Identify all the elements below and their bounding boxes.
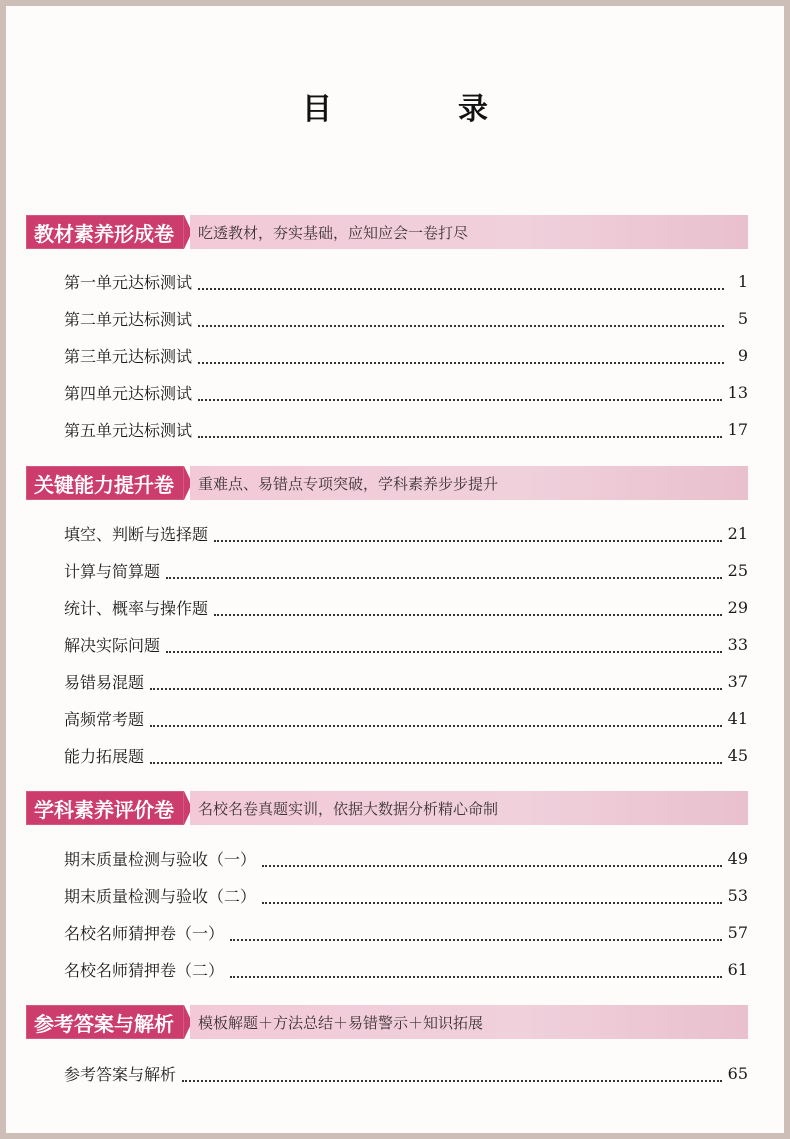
leader-dots: [198, 278, 724, 290]
toc-label: 高频常考题: [64, 709, 145, 729]
leader-dots: [230, 966, 722, 978]
toc-label: 第二单元达标测试: [64, 309, 193, 329]
toc-entry[interactable]: [64, 705, 748, 731]
toc-label: 填空、判断与选择题: [64, 524, 209, 544]
toc-entry[interactable]: [64, 342, 748, 368]
toc-label: 参考答案与解析: [64, 1064, 177, 1084]
toc-entry[interactable]: [64, 268, 748, 294]
page-number: 37: [727, 671, 748, 691]
page-number: 29: [727, 597, 748, 617]
leader-dots: [198, 352, 724, 364]
toc-entry[interactable]: [64, 631, 748, 657]
toc-entry[interactable]: [64, 520, 748, 546]
section-badge: 参考答案与解析: [26, 1005, 184, 1039]
toc-entry[interactable]: [64, 919, 748, 945]
section-header-answers: [26, 1005, 748, 1039]
toc-label: 易错易混题: [64, 672, 145, 692]
toc-label: 计算与简算题: [64, 561, 161, 581]
section-slogan: 名校名卷真题实训，依据大数据分析精心命制: [190, 791, 748, 825]
toc-entry[interactable]: [64, 594, 748, 620]
toc-label: 能力拓展题: [64, 746, 145, 766]
toc-label: 第四单元达标测试: [64, 383, 193, 403]
page-number: 65: [727, 1063, 748, 1083]
page-number: 5: [737, 308, 748, 328]
page-number: 45: [727, 745, 748, 765]
section-slogan: 模板解题＋方法总结＋易错警示＋知识拓展: [190, 1005, 748, 1039]
toc-entry[interactable]: [64, 305, 748, 331]
page-number: 41: [727, 708, 748, 728]
leader-dots: [150, 752, 722, 764]
page-number: 57: [727, 922, 748, 942]
leader-dots: [262, 855, 722, 867]
section-badge: 学科素养评价卷: [26, 791, 184, 825]
page-number: 53: [727, 885, 748, 905]
page-number: 17: [727, 419, 748, 439]
toc-entry[interactable]: [64, 668, 748, 694]
section-badge: 关键能力提升卷: [26, 466, 184, 500]
leader-dots: [214, 604, 722, 616]
toc-entry[interactable]: [64, 416, 748, 442]
leader-dots: [182, 1070, 722, 1082]
toc-entry[interactable]: [64, 379, 748, 405]
page-number: 61: [727, 959, 748, 979]
leader-dots: [230, 929, 722, 941]
toc-label: 期末质量检测与验收（二）: [64, 886, 257, 906]
toc-entry[interactable]: [64, 1060, 748, 1086]
section-badge: 教材素养形成卷: [26, 215, 184, 249]
toc-label: 期末质量检测与验收（一）: [64, 849, 257, 869]
toc-entry[interactable]: [64, 845, 748, 871]
toc-label: 名校名师猜押卷（一）: [64, 923, 225, 943]
page: [6, 6, 784, 1133]
page-number: 33: [727, 634, 748, 654]
leader-dots: [198, 389, 722, 401]
page-number: 13: [727, 382, 748, 402]
page-number: 9: [737, 345, 748, 365]
toc-entry[interactable]: [64, 557, 748, 583]
toc-label: 名校名师猜押卷（二）: [64, 960, 225, 980]
page-number: 1: [737, 271, 748, 291]
toc-entry[interactable]: [64, 882, 748, 908]
leader-dots: [166, 567, 722, 579]
toc-label: 解决实际问题: [64, 635, 161, 655]
toc-label: 第一单元达标测试: [64, 272, 193, 292]
page-number: 49: [727, 848, 748, 868]
leader-dots: [198, 315, 724, 327]
toc-label: 第三单元达标测试: [64, 346, 193, 366]
toc-entry[interactable]: [64, 956, 748, 982]
page-number: 25: [727, 560, 748, 580]
toc-entry[interactable]: [64, 742, 748, 768]
section-header-evaluation: [26, 791, 748, 825]
section-slogan: 重难点、易错点专项突破，学科素养步步提升: [190, 466, 748, 500]
leader-dots: [150, 715, 722, 727]
page-number: 21: [727, 523, 748, 543]
leader-dots: [198, 426, 722, 438]
page-title: 目 录: [302, 92, 536, 127]
leader-dots: [150, 678, 722, 690]
section-header-textbook: [26, 215, 748, 249]
leader-dots: [214, 530, 722, 542]
leader-dots: [166, 641, 722, 653]
section-header-ability: [26, 466, 748, 500]
toc-label: 统计、概率与操作题: [64, 598, 209, 618]
section-slogan: 吃透教材，夯实基础，应知应会一卷打尽: [190, 215, 748, 249]
leader-dots: [262, 892, 722, 904]
toc-label: 第五单元达标测试: [64, 420, 193, 440]
